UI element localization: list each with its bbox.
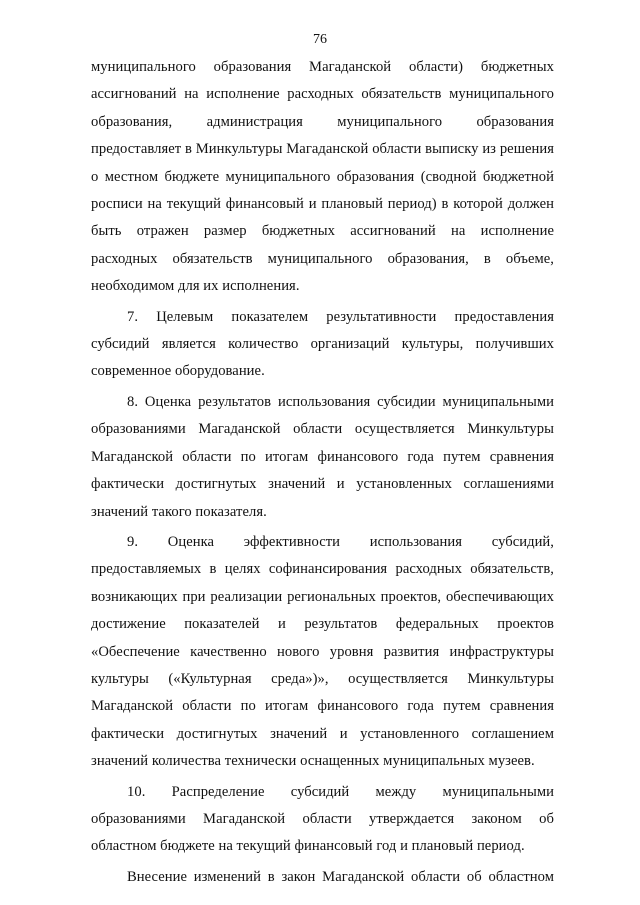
document-body [91, 54, 554, 891]
paragraph-9: 9. Оценка эффективности использования субсидий, предоставляемых в целях софинансирования расходных обязательств, возникающих при реализации региональных проектов, обеспечивающих достижение показателей и результатов федеральных проектов «Обеспечение качественно нового уровня развития инфраструктуры культуры («Культурная среда»)», осуществляется Минкультуры Магаданской области по итогам финансового года путем сравнения фактически достигнутых значений и установленного соглашением значений количества технически оснащенных муниципальных музеев. [91, 533, 554, 770]
paragraph-8: 8. Оценка результатов использования субсидии муниципальными образованиями Магаданской области осуществляется Минкультуры Магаданской области по итогам финансового года путем сравнения фактически достигнутых значений и установленных соглашениями значений такого показателя. [91, 393, 554, 520]
paragraph-7: 7. Целевым показателем результативности предоставления субсидий является количество организаций культуры, получивших современное оборудование. [91, 308, 554, 380]
page-number: 76 [313, 32, 327, 47]
paragraph-amendments: Внесение изменений в закон Магаданской области об областном [127, 868, 554, 885]
paragraph-10: 10. Распределение субсидий между муниципальными образованиями Магаданской области утверждается законом об областном бюджете на текущий финансовый год и плановый период. [91, 783, 554, 855]
paragraph-continuation: муниципального образования Магаданской области) бюджетных ассигнований на исполнение расходных обязательств муниципального образования, администрация муниципального образования предоставляет в Минкультуры Магаданской области выписку из решения о местном бюджете муниципального образования (сводной бюджетной росписи на текущий финансовый и плановый период) в которой должен быть отражен размер бюджетных ассигнований на исполнение расходных обязательств муниципального образования, в объеме, необходимом для их исполнения. [91, 59, 554, 295]
